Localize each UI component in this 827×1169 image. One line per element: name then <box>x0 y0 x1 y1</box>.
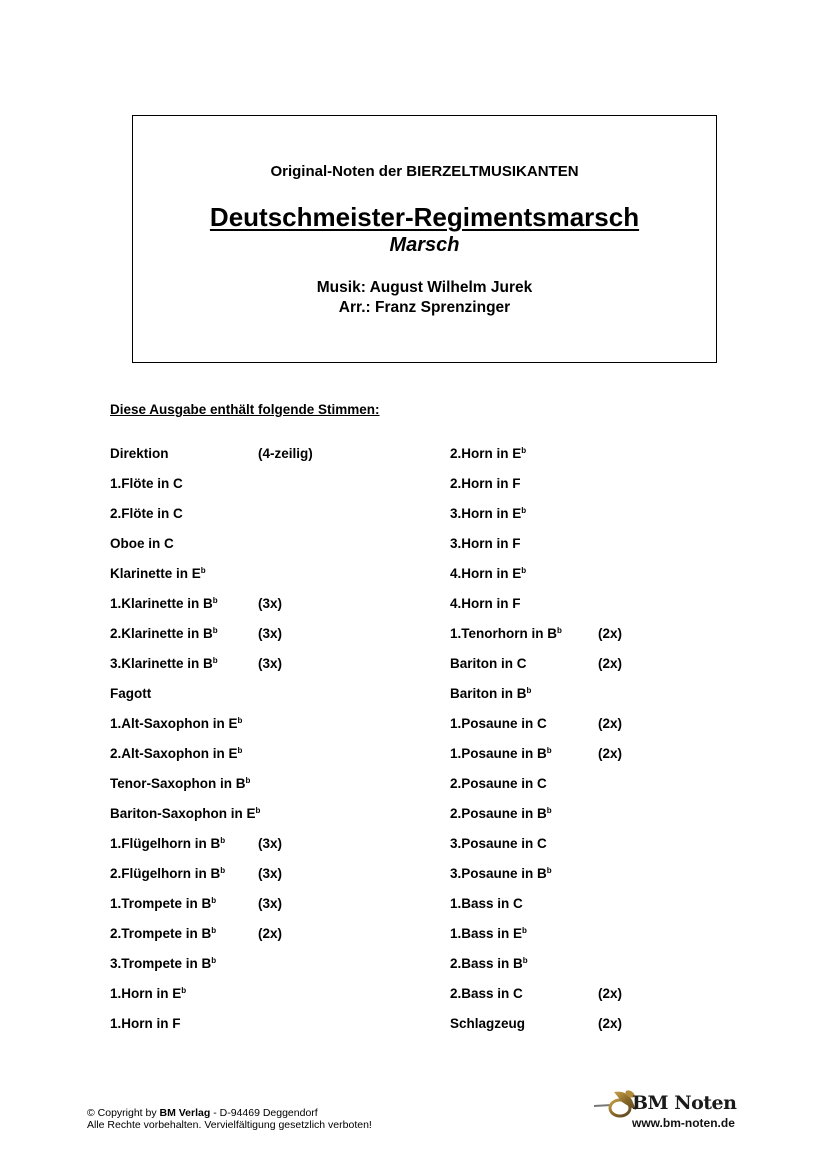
part-name <box>110 896 216 911</box>
part-count: (2x) <box>598 986 623 1001</box>
part-label: 3.Klarinette in B <box>110 656 213 671</box>
part-name <box>110 986 186 1001</box>
arranger-credit: Arr.: Franz Sprenzinger <box>338 299 511 316</box>
flat-sign: b <box>255 806 261 815</box>
parts-heading: Diese Ausgabe enthält folgende Stimmen: <box>110 402 380 417</box>
part-label: 2.Posaune in B <box>450 806 547 821</box>
part-count: (3x) <box>258 656 283 671</box>
part-label: 1.Trompete in B <box>110 896 212 911</box>
part-count: (3x) <box>258 896 283 911</box>
flat-sign: b <box>211 896 217 905</box>
part-count: (4-zeilig) <box>258 446 313 461</box>
part-name <box>450 926 527 941</box>
flat-sign: b <box>557 626 562 635</box>
part-label: 3.Posaune in B <box>450 866 547 881</box>
part-name <box>110 506 183 521</box>
flat-sign: b <box>237 746 243 755</box>
part-label: 3.Horn in E <box>450 506 522 521</box>
part-label: Direktion <box>110 446 169 461</box>
part-label: 2.Alt-Saxophon in E <box>110 746 238 761</box>
part-name <box>450 836 547 851</box>
part-name <box>110 926 216 941</box>
flat-sign: b <box>220 836 226 845</box>
part-label: 3.Trompete in B <box>110 956 212 971</box>
part-label: 3.Posaune in C <box>450 836 547 851</box>
part-name <box>110 686 151 701</box>
publisher-line: Original-Noten der BIERZELTMUSIKANTEN <box>270 163 579 180</box>
flat-sign: b <box>200 566 206 575</box>
part-name <box>450 596 521 611</box>
part-name <box>450 896 523 911</box>
page-title: Deutschmeister-Regimentsmarsch <box>209 202 640 232</box>
part-label: Schlagzeug <box>450 1016 526 1031</box>
flat-sign: b <box>212 596 218 605</box>
part-label: Tenor-Saxophon in B <box>110 776 246 791</box>
part-label: 2.Klarinette in B <box>110 626 213 641</box>
copyright-line <box>87 1107 372 1119</box>
part-name <box>450 656 527 671</box>
copyright-suffix: - D-94469 Deggendorf <box>210 1107 318 1119</box>
flat-sign: b <box>181 986 187 995</box>
bm-noten-logo <box>592 1086 742 1132</box>
part-name <box>450 446 526 461</box>
part-name <box>450 716 547 731</box>
part-label: Bariton-Saxophon in E <box>110 806 256 821</box>
part-label: 1.Klarinette in B <box>110 596 213 611</box>
part-name <box>450 686 531 701</box>
part-name <box>110 596 218 611</box>
part-label: 1.Bass in C <box>450 896 523 911</box>
flat-sign: b <box>546 746 552 755</box>
part-label: 2.Flügelhorn in B <box>110 866 221 881</box>
copyright-publisher: BM Verlag <box>159 1107 211 1119</box>
logo-url: www.bm-noten.de <box>632 1116 735 1130</box>
part-label: 4.Horn in E <box>450 566 522 581</box>
part-label: 2.Flöte in C <box>110 506 183 521</box>
part-name <box>450 566 526 581</box>
part-count: (2x) <box>598 626 623 641</box>
part-name <box>110 716 242 731</box>
part-label: 1.Flöte in C <box>110 476 183 491</box>
flat-sign: b <box>546 806 552 815</box>
part-name <box>450 506 526 521</box>
part-label: 1.Tenorhorn in B <box>450 626 557 641</box>
part-label: 1.Posaune in B <box>450 746 547 761</box>
part-label: 2.Bass in C <box>450 986 523 1001</box>
part-label: 1.Posaune in C <box>450 716 547 731</box>
part-name <box>110 446 169 461</box>
part-count: (2x) <box>598 716 623 731</box>
part-label: 2.Posaune in C <box>450 776 547 791</box>
part-label: 1.Alt-Saxophon in E <box>110 716 238 731</box>
part-count: (2x) <box>598 1016 623 1031</box>
part-label: 2.Horn in E <box>450 446 522 461</box>
part-count: (3x) <box>258 596 283 611</box>
part-count: (2x) <box>598 656 623 671</box>
title-box <box>132 115 717 363</box>
part-name <box>450 806 552 821</box>
part-label: Fagott <box>110 686 152 701</box>
part-name <box>110 656 218 671</box>
flat-sign: b <box>220 866 226 875</box>
part-name <box>450 776 547 791</box>
part-name <box>110 806 260 821</box>
copyright-prefix: © Copyright by <box>87 1107 160 1119</box>
flat-sign: b <box>546 866 552 875</box>
flat-sign: b <box>237 716 243 725</box>
part-name <box>110 1016 181 1031</box>
flat-sign: b <box>211 956 217 965</box>
flat-sign: b <box>522 956 528 965</box>
flat-sign: b <box>526 686 532 695</box>
flat-sign: b <box>521 446 527 455</box>
part-label: 1.Bass in E <box>450 926 523 941</box>
part-label: 1.Horn in E <box>110 986 182 1001</box>
part-count: (2x) <box>598 746 623 761</box>
part-name <box>110 626 218 641</box>
flat-sign: b <box>521 566 527 575</box>
part-name <box>450 536 521 551</box>
part-count: (3x) <box>258 866 283 881</box>
part-count: (2x) <box>258 926 283 941</box>
flat-sign: b <box>212 656 218 665</box>
part-label: 2.Bass in B <box>450 956 523 971</box>
copyright-notice <box>87 1107 372 1131</box>
part-name <box>110 536 174 551</box>
logo-text: BM Noten <box>632 1092 737 1114</box>
part-name <box>110 956 216 971</box>
flat-sign: b <box>211 926 217 935</box>
part-label: 1.Horn in F <box>110 1016 181 1031</box>
part-name <box>450 626 562 641</box>
part-name <box>110 746 242 761</box>
part-label: Bariton in B <box>450 686 527 701</box>
flat-sign: b <box>521 506 527 515</box>
part-label: 2.Horn in F <box>450 476 521 491</box>
part-name <box>450 476 521 491</box>
part-name <box>110 866 225 881</box>
part-label: 4.Horn in F <box>450 596 521 611</box>
part-name <box>110 776 250 791</box>
part-label: Bariton in C <box>450 656 527 671</box>
part-count: (3x) <box>258 626 283 641</box>
part-name <box>450 956 528 971</box>
part-label: 2.Trompete in B <box>110 926 212 941</box>
subtitle: Marsch <box>389 234 460 256</box>
part-count: (3x) <box>258 836 283 851</box>
part-name <box>450 866 552 881</box>
composer-credit: Musik: August Wilhelm Jurek <box>316 279 533 296</box>
part-name <box>450 746 552 761</box>
flat-sign: b <box>522 926 527 935</box>
part-label: 3.Horn in F <box>450 536 521 551</box>
flat-sign: b <box>212 626 218 635</box>
part-name <box>450 1016 525 1031</box>
part-label: 1.Flügelhorn in B <box>110 836 221 851</box>
part-name <box>450 986 523 1001</box>
part-label: Oboe in C <box>110 536 174 551</box>
part-label: Klarinette in E <box>110 566 201 581</box>
part-name <box>110 566 206 581</box>
part-name <box>110 836 225 851</box>
part-name <box>110 476 183 491</box>
rights-line: Alle Rechte vorbehalten. Vervielfältigung gesetzlich verboten! <box>87 1119 372 1131</box>
flat-sign: b <box>245 776 251 785</box>
